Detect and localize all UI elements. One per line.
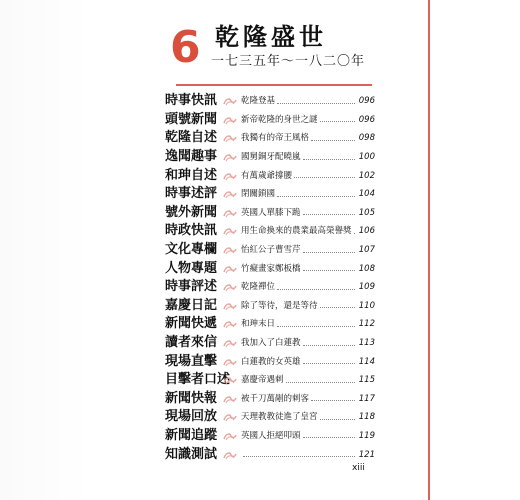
toc-category: 時政快訊 <box>165 223 218 239</box>
dot-leader <box>286 382 355 383</box>
toc-row[interactable] <box>165 111 375 130</box>
ornament-icon <box>223 431 237 441</box>
toc-category: 乾隆自述 <box>165 130 218 146</box>
chapter-title: 乾隆盛世 <box>215 23 327 51</box>
toc-entry-title: 怡紅公子曹雪芹 <box>241 245 301 256</box>
toc-category: 逸聞趣事 <box>165 149 218 165</box>
dot-leader <box>303 363 355 364</box>
toc-row[interactable] <box>165 352 375 371</box>
toc-category: 知識測試 <box>165 446 218 462</box>
dot-leader <box>320 121 355 122</box>
dot-leader <box>320 307 355 308</box>
right-margin-rule <box>428 0 430 500</box>
toc-category: 新聞快報 <box>165 390 218 406</box>
chapter-number: 6 <box>170 22 201 73</box>
toc-category: 時事述評 <box>165 186 218 202</box>
dot-leader <box>303 270 355 271</box>
toc-page-number: 118 <box>358 412 375 423</box>
table-of-contents <box>165 92 375 464</box>
dot-leader <box>311 140 355 141</box>
toc-category: 頭號新聞 <box>165 111 218 127</box>
toc-page-number: 117 <box>358 393 375 404</box>
toc-row[interactable] <box>165 445 375 464</box>
ornament-icon <box>223 115 237 125</box>
toc-category: 現場直擊 <box>165 353 218 369</box>
toc-page-number: 114 <box>358 356 375 367</box>
toc-category: 新聞追蹤 <box>165 427 218 443</box>
toc-page-number: 115 <box>358 375 375 386</box>
dot-leader <box>294 177 355 178</box>
ornament-icon <box>223 133 237 143</box>
toc-row[interactable] <box>165 204 375 223</box>
chapter-years: 一七三五年～一八二〇年 <box>211 54 366 69</box>
toc-row[interactable] <box>165 427 375 446</box>
toc-category: 新聞快遞 <box>165 316 218 332</box>
toc-entry-title: 被千刀萬剮的刺客 <box>241 393 310 404</box>
dot-leader <box>303 437 355 438</box>
ornament-icon <box>223 450 237 460</box>
dot-leader <box>320 419 355 420</box>
toc-entry-title: 我獨有的帝王風格 <box>241 133 310 144</box>
toc-entry-title: 竹癡畫家鄭板橋 <box>241 263 301 274</box>
page-margin-right <box>430 0 520 500</box>
toc-row[interactable] <box>165 241 375 260</box>
toc-entry-title: 我加入了白蓮教 <box>241 338 301 349</box>
dot-leader <box>277 326 355 327</box>
toc-entry-title: 新帝乾隆的身世之謎 <box>241 114 318 125</box>
heading-divider <box>176 84 372 86</box>
toc-category: 和珅自述 <box>165 167 218 183</box>
ornament-icon <box>223 357 237 367</box>
toc-category: 人物專題 <box>165 260 218 276</box>
toc-page-number: 113 <box>358 338 375 349</box>
toc-row[interactable] <box>165 148 375 167</box>
toc-page-number: 109 <box>358 282 375 293</box>
toc-entry-title: 白蓮教的女英雄 <box>241 356 301 367</box>
toc-page-number: 119 <box>358 430 375 441</box>
toc-page-number: 104 <box>358 189 375 200</box>
toc-row[interactable] <box>165 334 375 353</box>
toc-category: 現場回放 <box>165 409 218 425</box>
ornament-icon <box>223 375 237 385</box>
toc-row[interactable] <box>165 185 375 204</box>
toc-entry-title: 乾隆禪位 <box>241 282 276 293</box>
toc-page-number: 107 <box>358 245 375 256</box>
toc-category: 讀者來信 <box>165 335 218 351</box>
ornament-icon <box>223 282 237 292</box>
toc-page-number: 121 <box>358 449 375 460</box>
toc-category: 嘉慶日記 <box>165 297 218 313</box>
dot-leader <box>354 233 355 234</box>
toc-page-number: 108 <box>358 263 375 274</box>
toc-entry-title: 除了等待，還是等待 <box>241 300 318 311</box>
ornament-icon <box>223 245 237 255</box>
toc-category: 時事快訊 <box>165 93 218 109</box>
toc-entry-title: 有萬歲爺撐腰 <box>241 170 293 181</box>
toc-page-number: 096 <box>358 114 375 125</box>
dot-leader <box>277 289 355 290</box>
ornament-icon <box>223 394 237 404</box>
ornament-icon <box>223 412 237 422</box>
toc-row[interactable] <box>165 297 375 316</box>
toc-entry-title: 嘉慶帝遇刺 <box>241 375 284 386</box>
toc-page-number: 112 <box>358 319 375 330</box>
ornament-icon <box>223 264 237 274</box>
toc-row[interactable] <box>165 390 375 409</box>
toc-row[interactable] <box>165 222 375 241</box>
ornament-icon <box>223 301 237 311</box>
toc-row[interactable] <box>165 92 375 111</box>
toc-entry-title: 國舅銅牙配曉嵐 <box>241 152 301 163</box>
toc-row[interactable] <box>165 166 375 185</box>
dot-leader <box>277 103 355 104</box>
toc-row[interactable] <box>165 129 375 148</box>
toc-row[interactable] <box>165 408 375 427</box>
toc-page-number: 100 <box>358 152 375 163</box>
dot-leader <box>311 400 355 401</box>
toc-category: 目擊者口述 <box>165 372 231 388</box>
page-folio: xiii <box>352 463 365 473</box>
toc-category: 文化專欄 <box>165 242 218 258</box>
toc-page-number: 102 <box>358 170 375 181</box>
toc-category: 時事評述 <box>165 279 218 295</box>
toc-row[interactable] <box>165 315 375 334</box>
dot-leader <box>303 252 355 253</box>
ornament-icon <box>223 319 237 329</box>
toc-entry-title: 和珅末日 <box>241 319 276 330</box>
toc-row[interactable] <box>165 278 375 297</box>
ornament-icon <box>223 208 237 218</box>
dot-leader <box>243 456 355 457</box>
ornament-icon <box>223 152 237 162</box>
toc-page-number: 105 <box>358 207 375 218</box>
toc-page-number: 096 <box>358 96 375 107</box>
toc-page-number: 106 <box>358 226 375 237</box>
toc-entry-title: 英國人拒絕叩頭 <box>241 430 301 441</box>
toc-entry-title: 天理教教徒進了皇宮 <box>241 412 318 423</box>
page-gutter <box>0 0 88 500</box>
ornament-icon <box>223 171 237 181</box>
toc-page-number: 098 <box>358 133 375 144</box>
ornament-icon <box>223 189 237 199</box>
ornament-icon <box>223 96 237 106</box>
ornament-icon <box>223 226 237 236</box>
toc-entry-title: 英國人單膝下跪 <box>241 207 301 218</box>
ornament-icon <box>223 338 237 348</box>
toc-page-number: 110 <box>358 300 375 311</box>
toc-entry-title: 乾隆登基 <box>241 96 276 107</box>
toc-entry-title: 用生命換來的農業最高榮譽獎 <box>241 226 352 237</box>
toc-row[interactable] <box>165 371 375 390</box>
dot-leader <box>303 214 355 215</box>
dot-leader <box>303 345 355 346</box>
toc-category: 號外新聞 <box>165 204 218 220</box>
dot-leader <box>303 159 355 160</box>
dot-leader <box>277 196 355 197</box>
toc-row[interactable] <box>165 259 375 278</box>
toc-entry-title: 閉關鎖國 <box>241 189 276 200</box>
